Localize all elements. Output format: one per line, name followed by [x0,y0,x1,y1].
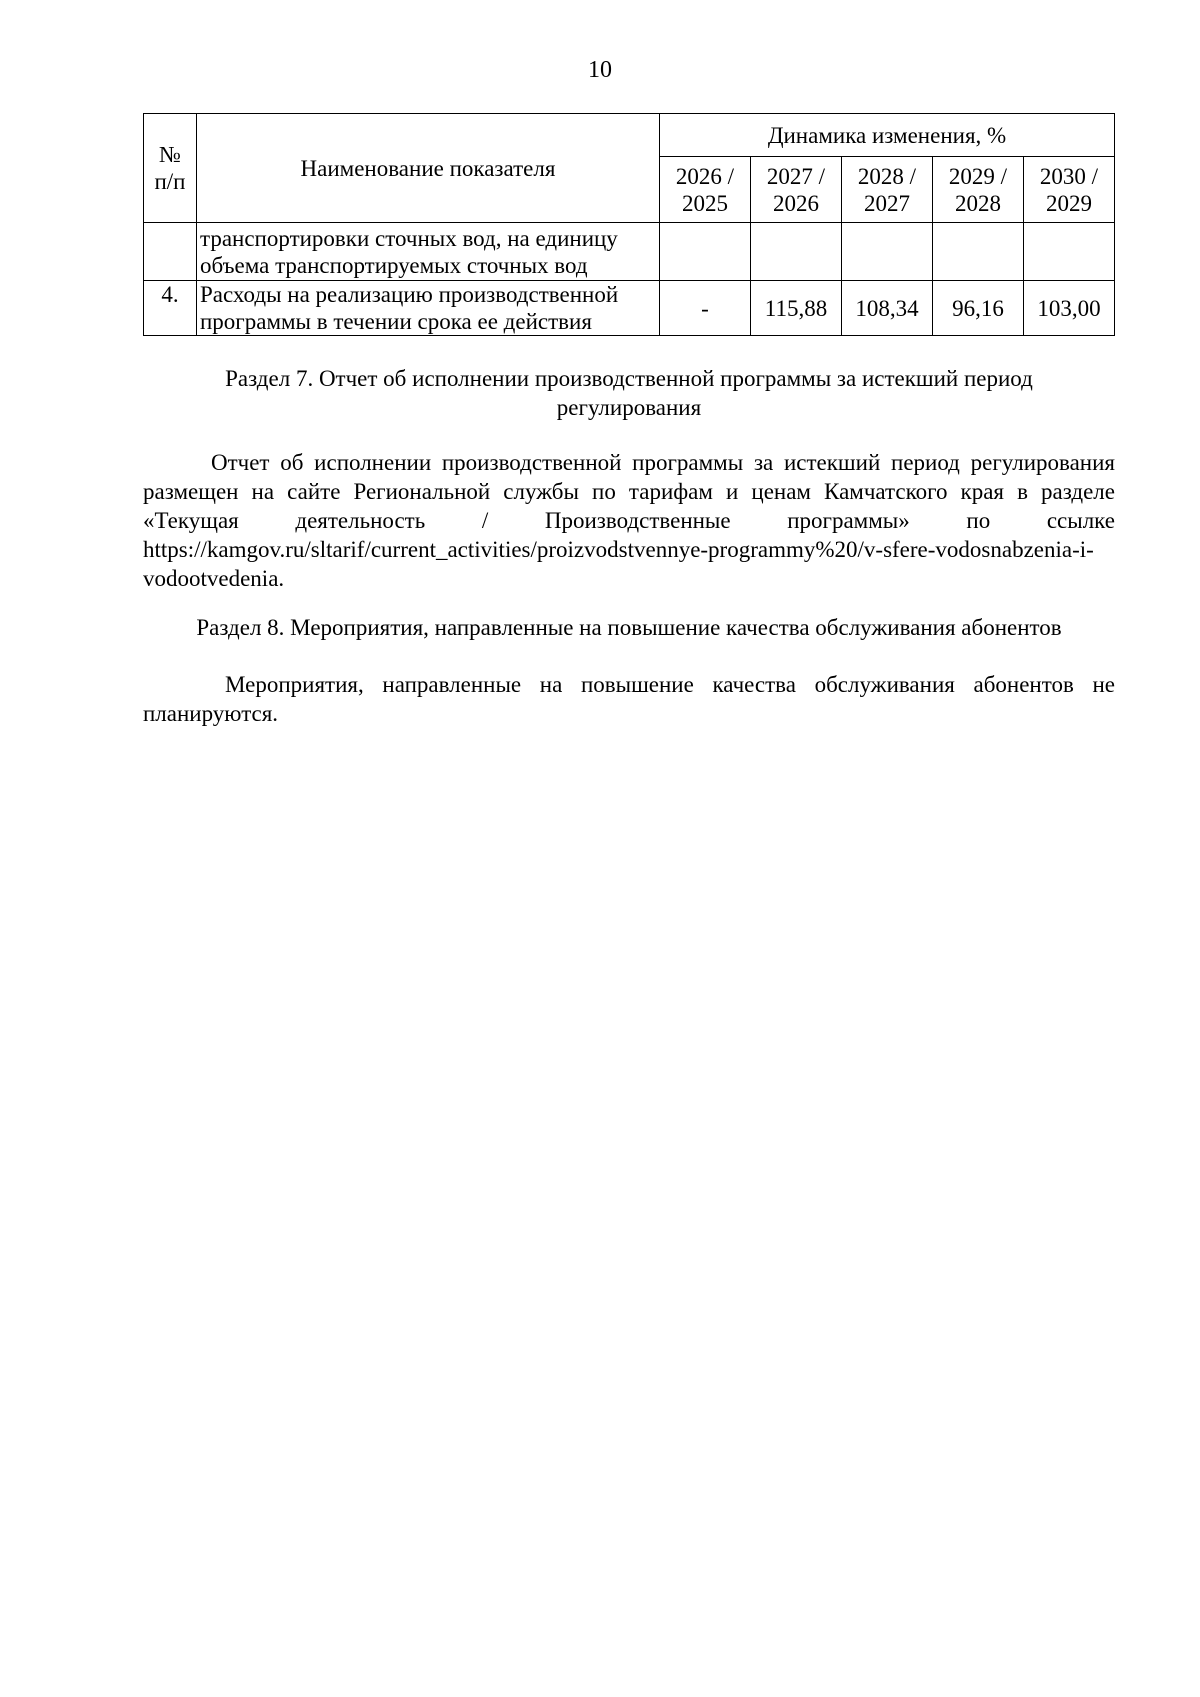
row-value [751,223,842,281]
section-8-text: Мероприятия, направленные на повышение качества обслуживания абонентов не планируются. [143,672,1115,726]
header-dynamics: Динамика изменения, % [660,114,1115,157]
row-number: 4. [144,281,197,336]
header-year: 2026 / 2025 [660,157,751,223]
header-year: 2027 / 2026 [751,157,842,223]
table-row [144,281,1115,336]
header-year: 2029 / 2028 [933,157,1024,223]
row-value: - [660,281,751,336]
row-number [144,223,197,281]
section-7-text: Отчет об исполнении производственной программы за истекший период регулирования размещен на сайте Региональной службы по тарифам и ценам Камчатского края в разделе «Текущая деятельность / Производственные программы» по ссылке https://kamgov.ru/sltarif/current_activities/proizvodstvennye-programmy%20/v-sfere-vodosnabzenia-i-vodootvedenia. [143,450,1115,591]
row-value: 108,34 [842,281,933,336]
row-value: 103,00 [1024,281,1115,336]
table-row [144,223,1115,281]
row-value [1024,223,1115,281]
row-indicator-name: Расходы на реализацию производственной программы в течении срока ее действия [197,281,660,336]
header-number: № п/п [144,114,197,223]
row-value: 115,88 [751,281,842,336]
header-year: 2028 / 2027 [842,157,933,223]
page-number: 10 [588,57,612,83]
section-8-paragraph [143,670,1115,728]
indicators-table [143,113,1115,336]
section-7-title: Раздел 7. Отчет об исполнении производственной программы за истекший период регулирования [225,366,1033,420]
row-indicator-name: транспортировки сточных вод, на единицу объема транспортируемых сточных вод [197,223,660,281]
section-8-title: Раздел 8. Мероприятия, направленные на повышение качества обслуживания абонентов [196,615,1062,640]
header-indicator-name: Наименование показателя [197,114,660,223]
row-value [933,223,1024,281]
row-value: 96,16 [933,281,1024,336]
header-year: 2030 / 2029 [1024,157,1115,223]
row-value [842,223,933,281]
row-value [660,223,751,281]
section-7-paragraph [143,448,1115,593]
